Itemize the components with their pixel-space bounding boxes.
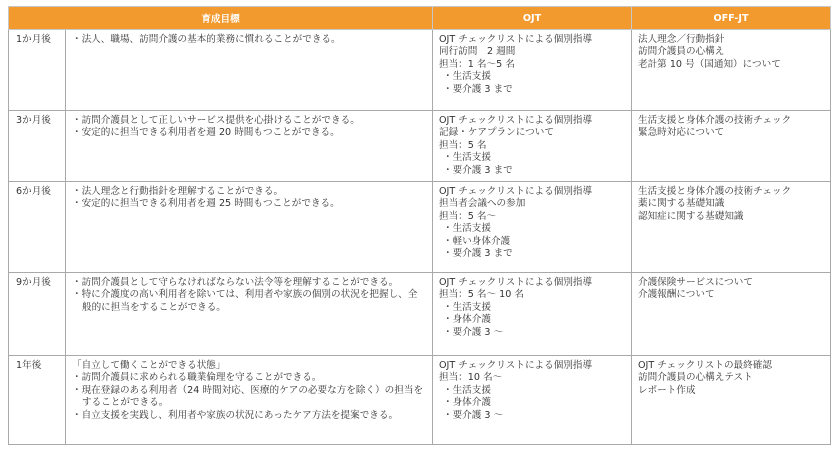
ojt-item: ・生活支援 bbox=[443, 384, 491, 396]
header-goal: 育成目標 bbox=[9, 7, 433, 30]
ojt-item: 担当：5 名～ bbox=[439, 210, 497, 222]
goal-cell bbox=[66, 182, 433, 273]
goal-cell bbox=[66, 273, 433, 356]
period-cell: 9か月後 bbox=[9, 273, 66, 356]
ojt-item: OJT チェックリストによる個別指導 bbox=[439, 277, 593, 288]
offjt-cell bbox=[632, 30, 831, 111]
table-row bbox=[9, 182, 831, 273]
ojt-item: ・生活支援 bbox=[443, 71, 491, 83]
ojt-item: 担当：5 名～ 10 名 bbox=[439, 289, 525, 301]
period-cell: 3か月後 bbox=[9, 111, 66, 182]
header-ojt: OJT bbox=[433, 7, 632, 30]
header-row bbox=[9, 7, 831, 30]
header-offjt: OFF-JT bbox=[632, 7, 831, 30]
goal-item: ・安定的に担当できる利用者を週 20 時間もつことができる。 bbox=[72, 127, 340, 139]
goal-item: ・法人、職場、訪問介護の基本的業務に慣れることができる。 bbox=[72, 34, 341, 45]
ojt-item: 同行訪問 2 週間 bbox=[439, 46, 516, 58]
offjt-item: レポート作成 bbox=[638, 384, 696, 396]
ojt-cell bbox=[433, 273, 632, 356]
table-row bbox=[9, 30, 831, 111]
period-cell: 1年後 bbox=[9, 356, 66, 445]
offjt-cell bbox=[632, 111, 831, 182]
ojt-item: ・要介護 3 ～ bbox=[443, 409, 504, 421]
table-row bbox=[9, 111, 831, 182]
offjt-item: 介護保険サービスについて bbox=[638, 277, 753, 288]
ojt-item: ・身体介護 bbox=[443, 314, 491, 326]
ojt-item: 記録・ケアプランについて bbox=[439, 127, 554, 139]
ojt-item: ・身体介護 bbox=[443, 397, 491, 409]
offjt-item: 訪問介護員の心構え bbox=[638, 46, 725, 58]
period-cell: 1か月後 bbox=[9, 30, 66, 111]
offjt-item: 生活支援と身体介護の技術チェック bbox=[638, 115, 792, 126]
offjt-cell bbox=[632, 273, 831, 356]
ojt-item: ・要介護 3 ～ bbox=[443, 326, 504, 338]
training-plan-table bbox=[8, 6, 831, 445]
goal-cell bbox=[66, 111, 433, 182]
ojt-item: ・要介護 3 まで bbox=[443, 83, 513, 95]
offjt-item: 緊急時対応について bbox=[638, 127, 725, 139]
offjt-item: 訪問介護員の心構えテスト bbox=[638, 372, 753, 384]
ojt-item: ・要介護 3 まで bbox=[443, 248, 513, 260]
ojt-item: ・要介護 3 まで bbox=[443, 164, 513, 176]
ojt-item: 担当者会議への参加 bbox=[439, 198, 526, 210]
offjt-item: 老計第 10 号（国通知）について bbox=[638, 58, 781, 70]
ojt-item: ・生活支援 bbox=[443, 301, 491, 313]
ojt-cell bbox=[433, 356, 632, 445]
offjt-cell bbox=[632, 356, 831, 445]
goal-item: ・特に介護度の高い利用者を除いては、利用者や家族の個別の状況を把握し、全般的に担当をすることができる。 bbox=[72, 289, 418, 313]
offjt-item: OJT チェックリストの最終確認 bbox=[638, 360, 772, 371]
offjt-item: 薬に関する基礎知識 bbox=[638, 198, 725, 210]
ojt-item: ・生活支援 bbox=[443, 223, 491, 235]
offjt-item: 法人理念／行動指針 bbox=[638, 34, 725, 45]
goal-item: ・訪問介護員として守らなければならない法令等を理解することができる。 bbox=[72, 277, 399, 288]
ojt-item: 担当：5 名 bbox=[439, 139, 487, 151]
goal-item: ・自立支援を実践し、利用者や家族の状況にあったケア方法を提案できる。 bbox=[72, 409, 399, 421]
table-row bbox=[9, 273, 831, 356]
ojt-cell bbox=[433, 182, 632, 273]
goal-item: ・現在登録のある利用者（24 時間対応、医療的ケアの必要な方を除く）の担当をすることができる。 bbox=[72, 384, 424, 409]
goal-heading: 「自立して働くことができる状態」 bbox=[72, 360, 226, 371]
goal-item: ・法人理念と行動指針を理解することができる。 bbox=[72, 186, 284, 197]
goal-item: ・訪問介護員に求められる職業倫理を守ることができる。 bbox=[72, 372, 322, 384]
offjt-item: 認知症に関する基礎知識 bbox=[638, 210, 744, 222]
ojt-item: OJT チェックリストによる個別指導 bbox=[439, 34, 593, 45]
ojt-item: OJT チェックリストによる個別指導 bbox=[439, 115, 593, 126]
goal-item: ・訪問介護員として正しいサービス提供を心掛けることができる。 bbox=[72, 115, 360, 126]
ojt-item: OJT チェックリストによる個別指導 bbox=[439, 360, 593, 371]
ojt-item: ・軽い身体介護 bbox=[443, 235, 511, 247]
goal-cell bbox=[66, 30, 433, 111]
ojt-cell bbox=[433, 111, 632, 182]
ojt-item: OJT チェックリストによる個別指導 bbox=[439, 186, 593, 197]
offjt-cell bbox=[632, 182, 831, 273]
ojt-cell bbox=[433, 30, 632, 111]
goal-cell bbox=[66, 356, 433, 445]
period-cell: 6か月後 bbox=[9, 182, 66, 273]
goal-item: ・安定的に担当できる利用者を週 25 時間もつことができる。 bbox=[72, 198, 340, 210]
ojt-item: 担当：10 名～ bbox=[439, 372, 503, 384]
offjt-item: 介護報酬について bbox=[638, 289, 715, 301]
offjt-item: 生活支援と身体介護の技術チェック bbox=[638, 186, 792, 197]
table-row bbox=[9, 356, 831, 445]
ojt-item: ・生活支援 bbox=[443, 152, 491, 164]
ojt-item: 担当：1 名～5 名 bbox=[439, 58, 515, 70]
